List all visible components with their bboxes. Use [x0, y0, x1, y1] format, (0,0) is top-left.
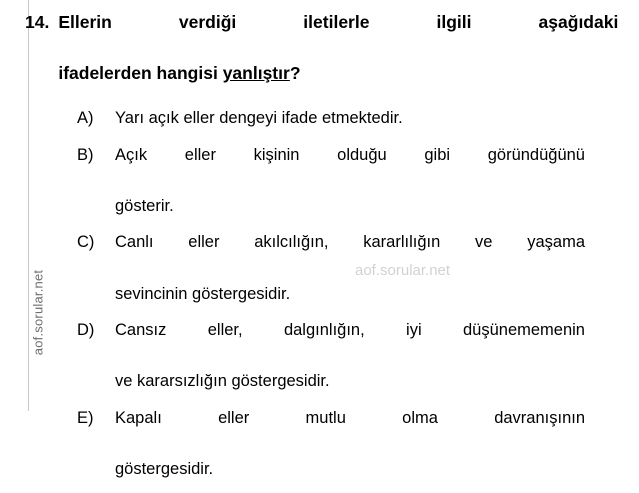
option-b-text [115, 143, 585, 220]
option-d-line1: Cansız eller, dalgınlığın, iyi düşünememenin [115, 321, 585, 340]
question-number: 14. [25, 12, 50, 32]
option-c-text [115, 230, 585, 307]
option-c-line1: Canlı eller akılcılığın, kararlılığın ve yaşama [115, 233, 585, 252]
option-b-line1: Açık eller kişinin olduğu gibi göründüğünü [115, 145, 585, 164]
question-stem-line2-before: ifadelerden hangisi [58, 62, 223, 83]
question-stem-text [58, 10, 618, 86]
option-e-text [115, 406, 585, 483]
question-content [20, 10, 629, 493]
option-c[interactable] [77, 230, 629, 307]
option-a-text [115, 106, 585, 132]
options-list [20, 106, 629, 482]
option-b-line2: gösterir. [115, 196, 174, 215]
option-d-text [115, 318, 585, 395]
option-d[interactable] [77, 318, 629, 395]
question-stem-line2-after: ? [289, 62, 301, 83]
option-c-line2: sevincinin göstergesidir. [115, 284, 291, 303]
option-a-letter: A) [77, 109, 94, 128]
option-b-letter: B) [77, 145, 94, 164]
side-watermark: aof.sorular.net [30, 269, 46, 356]
option-e[interactable] [77, 406, 629, 483]
question-stem-line1: Ellerin verdiği iletilerle ilgili aşağıdaki [58, 12, 619, 32]
option-a-line1: Yarı açık eller dengeyi ifade etmektedir. [115, 109, 403, 128]
option-b[interactable] [77, 143, 629, 220]
option-d-letter: D) [77, 321, 95, 340]
option-e-line2: göstergesidir. [115, 459, 214, 478]
question-stem [20, 10, 629, 86]
option-a[interactable] [77, 106, 629, 132]
option-e-letter: E) [77, 408, 94, 427]
option-c-letter: C) [77, 233, 95, 252]
option-d-line2: ve kararsızlığın göstergesidir. [115, 372, 330, 391]
option-e-line1: Kapalı eller mutlu olma davranışının [115, 408, 585, 427]
question-stem-underlined: yanlıştır [222, 62, 290, 83]
center-watermark: aof.sorular.net [355, 262, 451, 279]
